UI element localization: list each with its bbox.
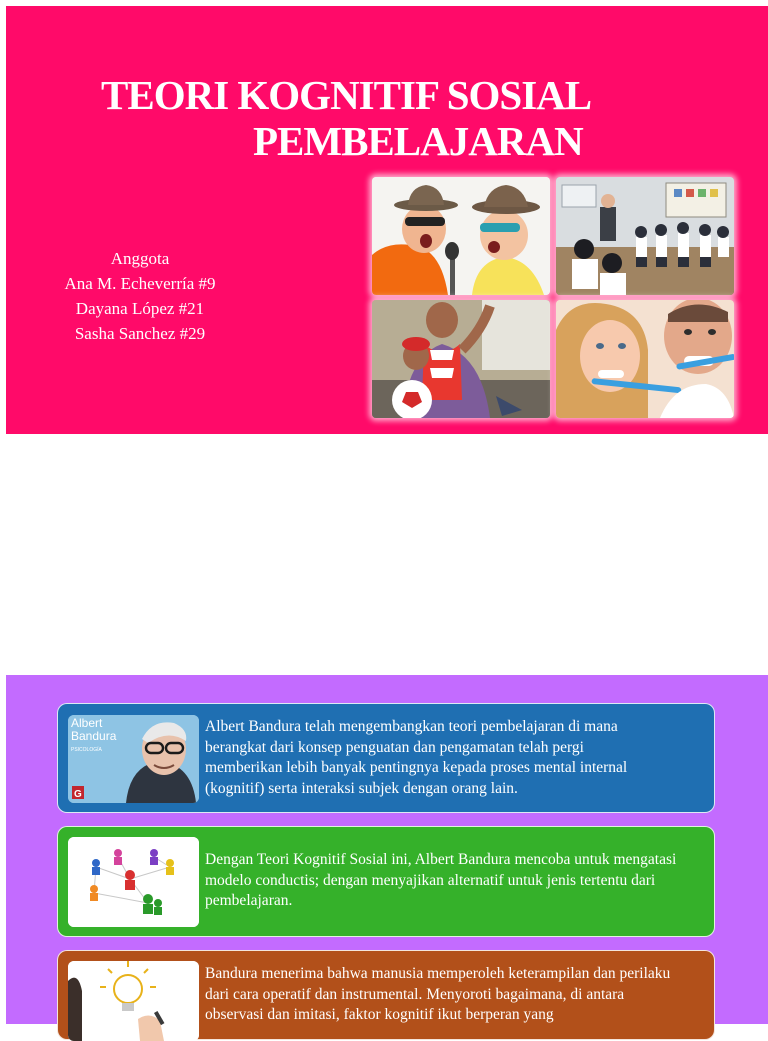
- box-2-text: [205, 850, 725, 912]
- text-line: berangkat dari konsep penguatan dan pengamatan telah pergi: [205, 738, 584, 756]
- cover-author-last: Bandura: [71, 729, 117, 743]
- photo-brushing-teeth: [556, 300, 734, 418]
- box-3-text: [205, 964, 725, 1026]
- members-heading: Anggota: [110, 249, 170, 268]
- info-box-bandura: [57, 703, 715, 813]
- text-line: dari cara operatif dan instrumental. Menyoroti bagaimana, di antara: [205, 985, 625, 1003]
- photo-kids-singing-image: [372, 177, 550, 295]
- network-people-thumb: [68, 837, 199, 927]
- lightbulb-thumb: [68, 961, 199, 1041]
- text-line: Albert Bandura telah mengembangkan teori pembelajaran di mana: [205, 718, 618, 735]
- content-slide: [6, 675, 768, 1024]
- box-1-text: [205, 717, 725, 799]
- member-name: Sasha Sanchez #29: [74, 324, 206, 343]
- text-line: memberikan lebih banyak pentingnya kepada proses mental internal: [205, 759, 628, 776]
- photo-football-fans: [372, 300, 550, 418]
- member-list: [40, 246, 240, 346]
- photo-classroom: [556, 177, 734, 295]
- cover-author-first: Albert: [71, 716, 103, 730]
- bandura-book-cover: [68, 715, 199, 803]
- text-line: observasi dan imitasi, faktor kognitif ikut berperan yang: [205, 1006, 554, 1023]
- member-name: Ana M. Echeverría #9: [64, 274, 216, 293]
- cover-publisher-logo: G: [74, 789, 82, 800]
- title-line-1: TEORI KOGNITIF SOSIAL: [101, 72, 592, 118]
- text-line: pembelajaran.: [205, 892, 293, 909]
- title-slide: [6, 6, 768, 434]
- photo-classroom-image: [556, 177, 734, 295]
- network-people-icon: [68, 837, 199, 927]
- bandura-portrait-image: [68, 715, 199, 803]
- member-name: Dayana López #21: [75, 299, 205, 318]
- info-box-behavior: [57, 950, 715, 1040]
- photo-kids-singing: [372, 177, 550, 295]
- text-line: Dengan Teori Kognitif Sosial ini, Albert Bandura mencoba untuk mengatasi: [205, 851, 677, 868]
- cover-subject: PSICOLOGÍA: [71, 747, 102, 753]
- info-box-social-cognitive: [57, 826, 715, 937]
- title-line-2: PEMBELAJARAN: [253, 118, 583, 164]
- photo-brushing-teeth-image: [556, 300, 734, 418]
- photo-football-fans-image: [372, 300, 550, 418]
- text-line: modelo conductis; dengan menyajikan alternatif untuk jenis tertentu dari: [205, 871, 656, 889]
- lightbulb-icon: [68, 961, 199, 1041]
- text-line: Bandura menerima bahwa manusia memperoleh keterampilan dan perilaku: [205, 965, 671, 982]
- text-line: (kognitif) serta interaksi subjek dengan orang lain.: [205, 779, 518, 797]
